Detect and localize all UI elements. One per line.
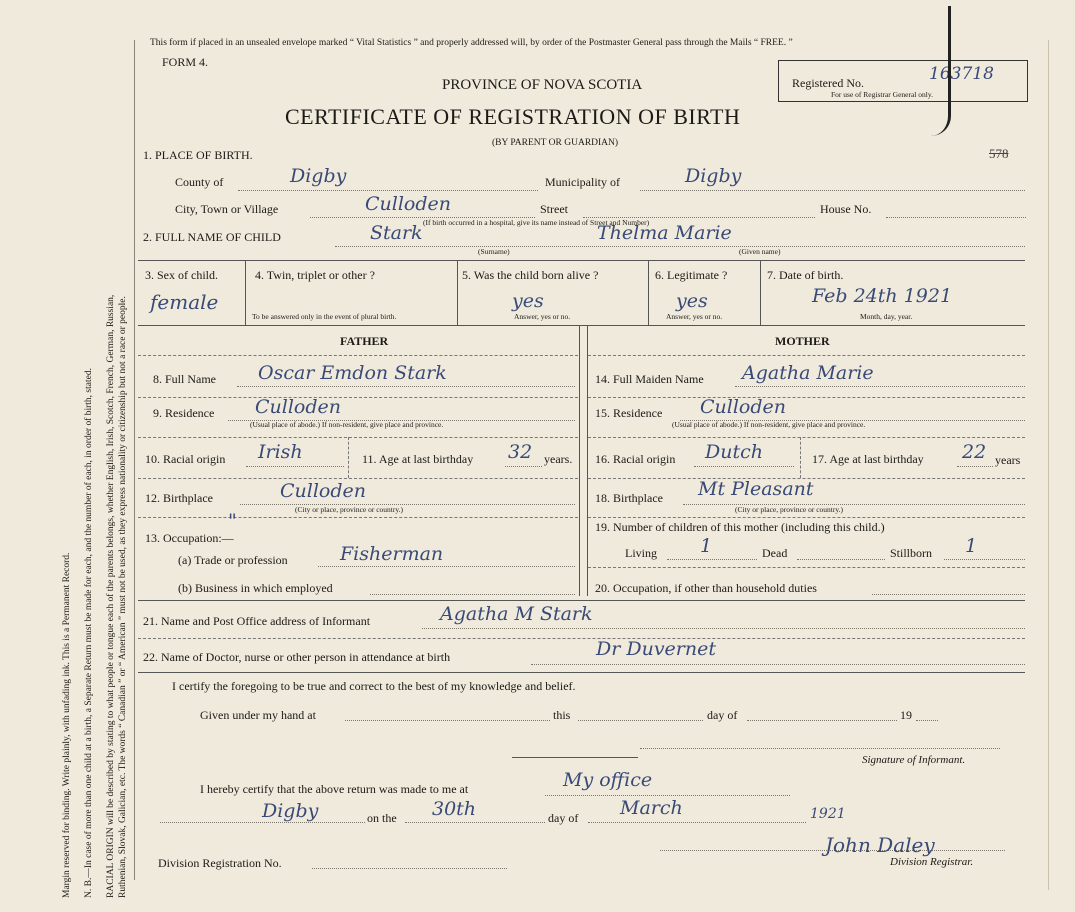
mother-age-years: years <box>995 453 1021 467</box>
father-age-label: 11. Age at last birthday <box>362 452 474 466</box>
father-occupation-mark: " <box>228 510 237 532</box>
child-given-name: Thelma Marie <box>597 222 732 244</box>
given-name-note: (Given name) <box>739 247 781 256</box>
certificate-title: CERTIFICATE OF REGISTRATION OF BIRTH <box>285 104 741 129</box>
sex-label: 3. Sex of child. <box>145 268 218 282</box>
city-value: Culloden <box>365 193 452 215</box>
municipality-label: Municipality of <box>545 175 620 189</box>
father-trade: Fisherman <box>340 543 444 565</box>
registrar-day: 30th <box>432 798 477 820</box>
street-note: (If birth occurred in a hospital, give its name instead of Street and Number) <box>423 218 650 227</box>
living-label: Living <box>625 546 657 560</box>
dob-note: Month, day, year. <box>860 312 913 321</box>
stillborn-count: 1 <box>965 535 978 557</box>
mother-age-label: 17. Age at last birthday <box>812 452 924 466</box>
mother-birthplace-note: (City or place, province or country.) <box>735 505 844 514</box>
dob-label: 7. Date of birth. <box>767 268 844 282</box>
legitimate-label: 6. Legitimate ? <box>655 268 728 282</box>
living-count: 1 <box>700 535 713 557</box>
doctor-label: 22. Name of Doctor, nurse or other person in attendance at birth <box>143 650 451 664</box>
registered-note: For use of Registrar General only. <box>831 90 933 99</box>
margin-line <box>134 40 135 880</box>
registered-box <box>778 60 1028 102</box>
mother-race-label: 16. Racial origin <box>595 452 676 466</box>
registrar-day-of-label: day of <box>548 811 579 825</box>
day-of-label: day of <box>707 708 738 722</box>
certificate-subtitle: (BY PARENT OR GUARDIAN) <box>492 138 619 148</box>
nb-note: N. B.—In case of more than one child at a birth, a Separate Return must be made for each, and the number of each, in order of birth, stated. <box>84 368 94 898</box>
county-label: County of <box>175 175 224 189</box>
informant-value: Agatha M Stark <box>440 603 593 625</box>
alive-note: Answer, yes or no. <box>514 312 571 321</box>
year-label: 19 <box>900 708 912 722</box>
father-heading: FATHER <box>340 334 389 348</box>
municipality-value: Digby <box>685 165 742 187</box>
postal-notice: This form if placed in an unsealed envelope marked “ Vital Statistics ” and properly addressed will, by order of the Postmaster General pass through the Mails “ FREE. ” <box>150 38 793 48</box>
legitimate-note: Answer, yes or no. <box>666 312 723 321</box>
informant-signature-label: Signature of Informant. <box>862 754 966 766</box>
doctor-value: Dr Duvernet <box>596 638 717 660</box>
father-race-label: 10. Racial origin <box>145 452 226 466</box>
division-registration-label: Division Registration No. <box>158 856 282 870</box>
father-residence-note: (Usual place of abode.) If non-resident, give place and province. <box>250 420 444 429</box>
father-name: Oscar Emdon Stark <box>258 362 447 384</box>
dead-label: Dead <box>762 546 788 560</box>
registrar-year: 1921 <box>810 806 846 822</box>
mother-residence-note: (Usual place of abode.) If non-resident, give place and province. <box>672 420 866 429</box>
division-registrar-label: Division Registrar. <box>890 856 974 868</box>
child-heading: 2. FULL NAME OF CHILD <box>143 230 281 244</box>
alive-label: 5. Was the child born alive ? <box>462 268 599 282</box>
father-residence: Culloden <box>255 396 342 418</box>
dob-value: Feb 24th 1921 <box>812 285 953 307</box>
racial-origin-note: RACIAL ORIGIN will be described by stating to what people or tongue each of the parents belongs, whether English, Irish, Scotch, French, German, Russian, <box>106 294 116 898</box>
alive-value: yes <box>512 290 544 312</box>
father-occupation-label: 13. Occupation:— <box>145 531 234 545</box>
mother-birthplace: Mt Pleasant <box>698 478 814 500</box>
mother-name: Agatha Marie <box>742 362 874 384</box>
father-birthplace: Culloden <box>280 480 367 502</box>
father-birthplace-label: 12. Birthplace <box>145 491 213 505</box>
mother-residence-label: 15. Residence <box>595 406 663 420</box>
street-label: Street <box>540 202 568 216</box>
registrar-month: March <box>620 797 683 819</box>
city-label: City, Town or Village <box>175 202 279 216</box>
mother-birthplace-label: 18. Birthplace <box>595 491 663 505</box>
twin-note: To be answered only in the event of plural birth. <box>252 312 397 321</box>
registrar-pen-mark <box>928 6 951 136</box>
mother-occupation-label: 20. Occupation, if other than household duties <box>595 581 817 595</box>
mother-race: Dutch <box>705 441 763 463</box>
father-age-years: years. <box>544 452 573 466</box>
right-edge <box>1048 40 1049 890</box>
informant-label: 21. Name and Post Office address of Informant <box>143 614 371 628</box>
legitimate-value: yes <box>676 290 708 312</box>
child-surname: Stark <box>370 222 423 244</box>
mother-residence: Culloden <box>700 396 787 418</box>
house-label: House No. <box>820 202 872 216</box>
surname-note: (Surname) <box>478 247 510 256</box>
father-race: Irish <box>258 441 303 463</box>
father-age: 32 <box>508 441 533 463</box>
father-name-label: 8. Full Name <box>153 372 216 386</box>
registrar-place: My office <box>563 769 653 791</box>
certify-text: I certify the foregoing to be true and correct to the best of my knowledge and belief. <box>172 679 576 693</box>
racial-origin-note-2: Ruthenian, Slovak, Galician, etc. The words “ Canadian ” or “ American ” must not be used, as they express nationality or citizenship but not a race or people. <box>118 296 128 898</box>
given-under-label: Given under my hand at <box>200 708 316 722</box>
father-residence-label: 9. Residence <box>153 406 215 420</box>
corner-number: 578 <box>989 146 1009 161</box>
father-trade-label: (a) Trade or profession <box>178 553 288 567</box>
mother-name-label: 14. Full Maiden Name <box>595 372 704 386</box>
place-heading: 1. PLACE OF BIRTH. <box>143 148 253 162</box>
registered-label: Registered No. <box>792 76 864 90</box>
registrar-certify-text: I hereby certify that the above return was made to me at <box>200 782 469 796</box>
mother-heading: MOTHER <box>775 334 830 348</box>
registrar-signature: John Daley <box>825 833 935 857</box>
form-number: FORM 4. <box>162 55 209 69</box>
mother-age: 22 <box>962 441 987 463</box>
this-label: this <box>553 708 571 722</box>
sex-value: female <box>150 290 219 314</box>
father-birthplace-note: (City or place, province or country.) <box>295 505 404 514</box>
county-value: Digby <box>290 165 347 187</box>
on-the-label: on the <box>367 811 397 825</box>
stillborn-label: Stillborn <box>890 546 933 560</box>
twin-label: 4. Twin, triplet or other ? <box>255 268 375 282</box>
province-heading: PROVINCE OF NOVA SCOTIA <box>442 77 643 93</box>
registered-number: 163718 <box>929 64 994 84</box>
mother-children-label: 19. Number of children of this mother (including this child.) <box>595 520 885 534</box>
father-business-label: (b) Business in which employed <box>178 581 333 595</box>
registrar-town: Digby <box>262 800 319 822</box>
binding-note: Margin reserved for binding. Write plainly, with unfading ink. This is a Permanent Record. <box>62 552 72 898</box>
